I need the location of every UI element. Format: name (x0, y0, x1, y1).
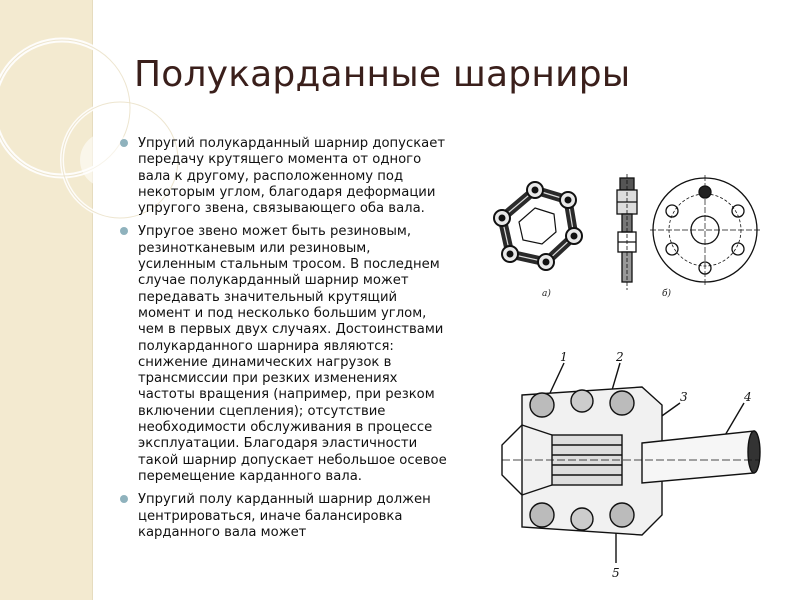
bullet-item (118, 492, 448, 541)
bullet-item (118, 224, 448, 485)
view-b-label: б) (662, 289, 672, 299)
callout-1-label: 1 (560, 350, 568, 364)
bullet-text: Упругое звено может быть резиновым, резинотканевым или резиновым, усиленным стальным тросом. В последнем случае полукарданный шарнир может передавать значительный крутящий момент и под несколько большим углом, чем в первых двух случаях. Достоинствами полукарданного шарнира являются: снижение динамических нагрузок в трансмиссии при резких изменениях частоты вращения (например, при резком включении сцепления); отсутствие необходимости обслуживания в процессе эксплуатации. Благодаря эластичности такой шарнир допускает небольшое осевое перемещение карданного вала. (138, 224, 447, 484)
callout-2-label: 2 (616, 350, 624, 364)
side-view-drawing (617, 174, 637, 290)
bullet-icon (120, 495, 128, 503)
hexagonal-elastic-element-drawing (494, 182, 582, 270)
coupling-section-drawing (492, 345, 767, 585)
bullet-item (118, 136, 448, 217)
front-view-drawing (650, 175, 760, 285)
view-a-label: а) (542, 289, 551, 299)
bullet-text: Упругий полукарданный шарнир допускает передачу крутящего момента от одного вала к другому, расположенному под некоторым углом, благодаря деформации упругого звена, связывающего оба вала. (138, 136, 446, 217)
coupling-views-figure (490, 170, 760, 305)
bullet-text: Упругий полу карданный шарнир должен центрироваться, иначе балансировка карданного вала может (138, 492, 431, 540)
bullet-icon (120, 227, 128, 235)
callout-5-label: 5 (612, 566, 620, 580)
bullet-icon (120, 139, 128, 147)
callout-4-label: 4 (744, 390, 752, 404)
slide-title: Полукарданные шарниры (134, 54, 631, 95)
bullet-list (118, 136, 448, 548)
callout-3-label: 3 (680, 390, 688, 404)
